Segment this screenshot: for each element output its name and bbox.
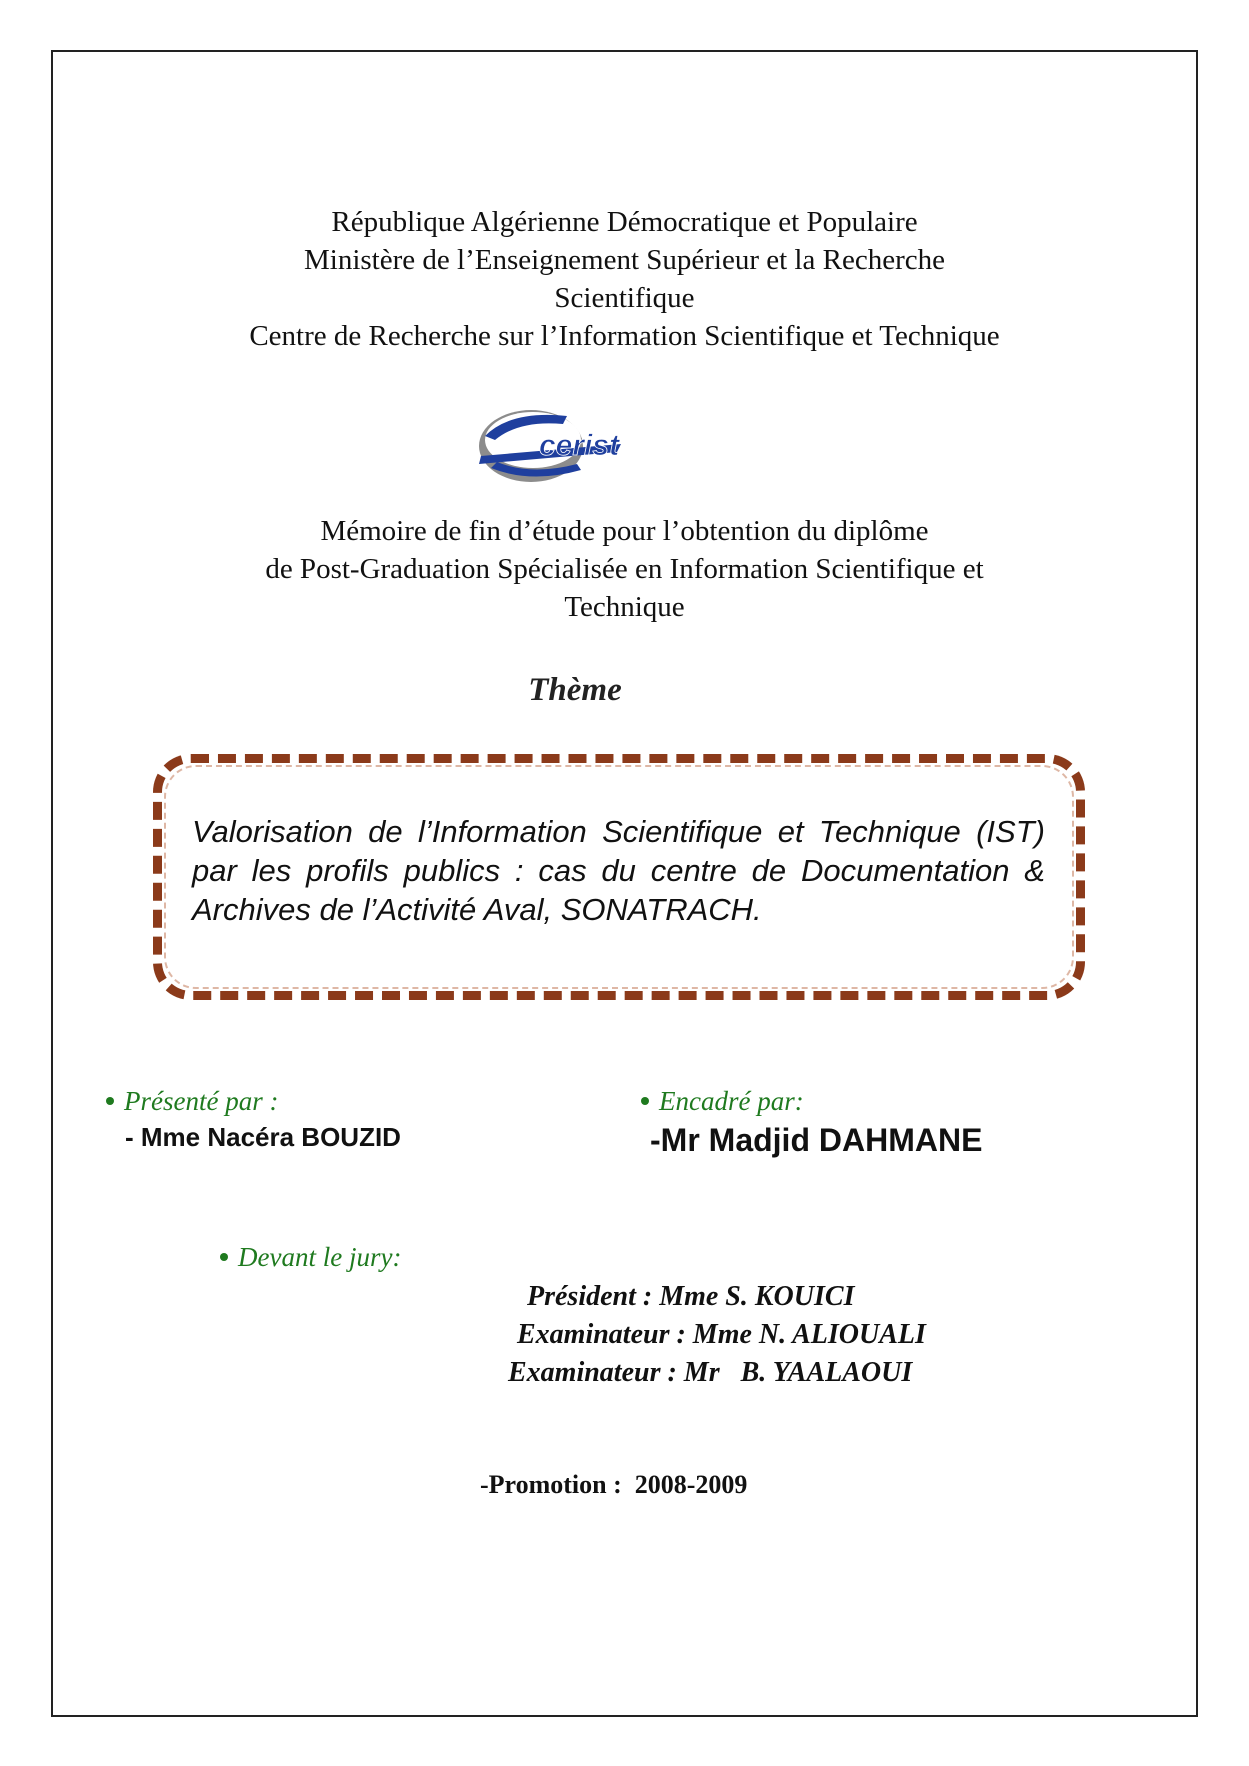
encadre-label-text: Encadré par: bbox=[659, 1086, 804, 1116]
jury-member-examiner-1: Examinateur : Mme N. ALIOUALI bbox=[517, 1319, 926, 1350]
institution-header bbox=[100, 203, 1149, 355]
bullet-icon bbox=[106, 1097, 114, 1105]
supervisor-name: -Mr Madjid DAHMANE bbox=[650, 1122, 983, 1158]
author-name: - Mme Nacéra BOUZID bbox=[125, 1122, 401, 1152]
theme-title: Valorisation de l’Information Scientifique et Technique (IST) par les profils publics : cas du centre de Documentation & Archives de l’Activité Aval, SONATRACH. bbox=[192, 814, 1045, 927]
bullet-icon bbox=[220, 1253, 228, 1261]
memoire-line-3: Technique bbox=[564, 591, 685, 623]
header-line-ministry-cont: Scientifique bbox=[554, 282, 695, 314]
jury-list bbox=[470, 1278, 1070, 1392]
bullet-icon bbox=[641, 1097, 649, 1105]
jury-label-text: Devant le jury: bbox=[238, 1242, 402, 1272]
logo-text: cerist bbox=[539, 429, 620, 462]
jury-label bbox=[220, 1242, 401, 1273]
promotion-year: -Promotion : 2008-2009 bbox=[480, 1470, 748, 1499]
memoire-line-2: de Post-Graduation Spécialisée en Information Scientifique et bbox=[265, 553, 984, 585]
encadre-label bbox=[641, 1086, 804, 1117]
presente-label-text: Présenté par : bbox=[124, 1086, 279, 1116]
theme-heading: Thème bbox=[528, 672, 622, 708]
cerist-logo bbox=[471, 406, 653, 486]
memoire-description bbox=[120, 512, 1129, 626]
header-line-center: Centre de Recherche sur l’Information Scientifique et Technique bbox=[249, 320, 1000, 352]
cerist-logo-icon bbox=[471, 406, 653, 486]
presente-label bbox=[106, 1086, 278, 1117]
jury-member-examiner-2: Examinateur : Mr B. YAALAOUI bbox=[508, 1357, 913, 1388]
jury-member-president: Président : Mme S. KOUICI bbox=[527, 1281, 855, 1312]
header-line-republic: République Algérienne Démocratique et Populaire bbox=[331, 206, 918, 238]
header-line-ministry: Ministère de l’Enseignement Supérieur et la Recherche bbox=[304, 244, 945, 276]
memoire-line-1: Mémoire de fin d’étude pour l’obtention du diplôme bbox=[320, 515, 929, 547]
